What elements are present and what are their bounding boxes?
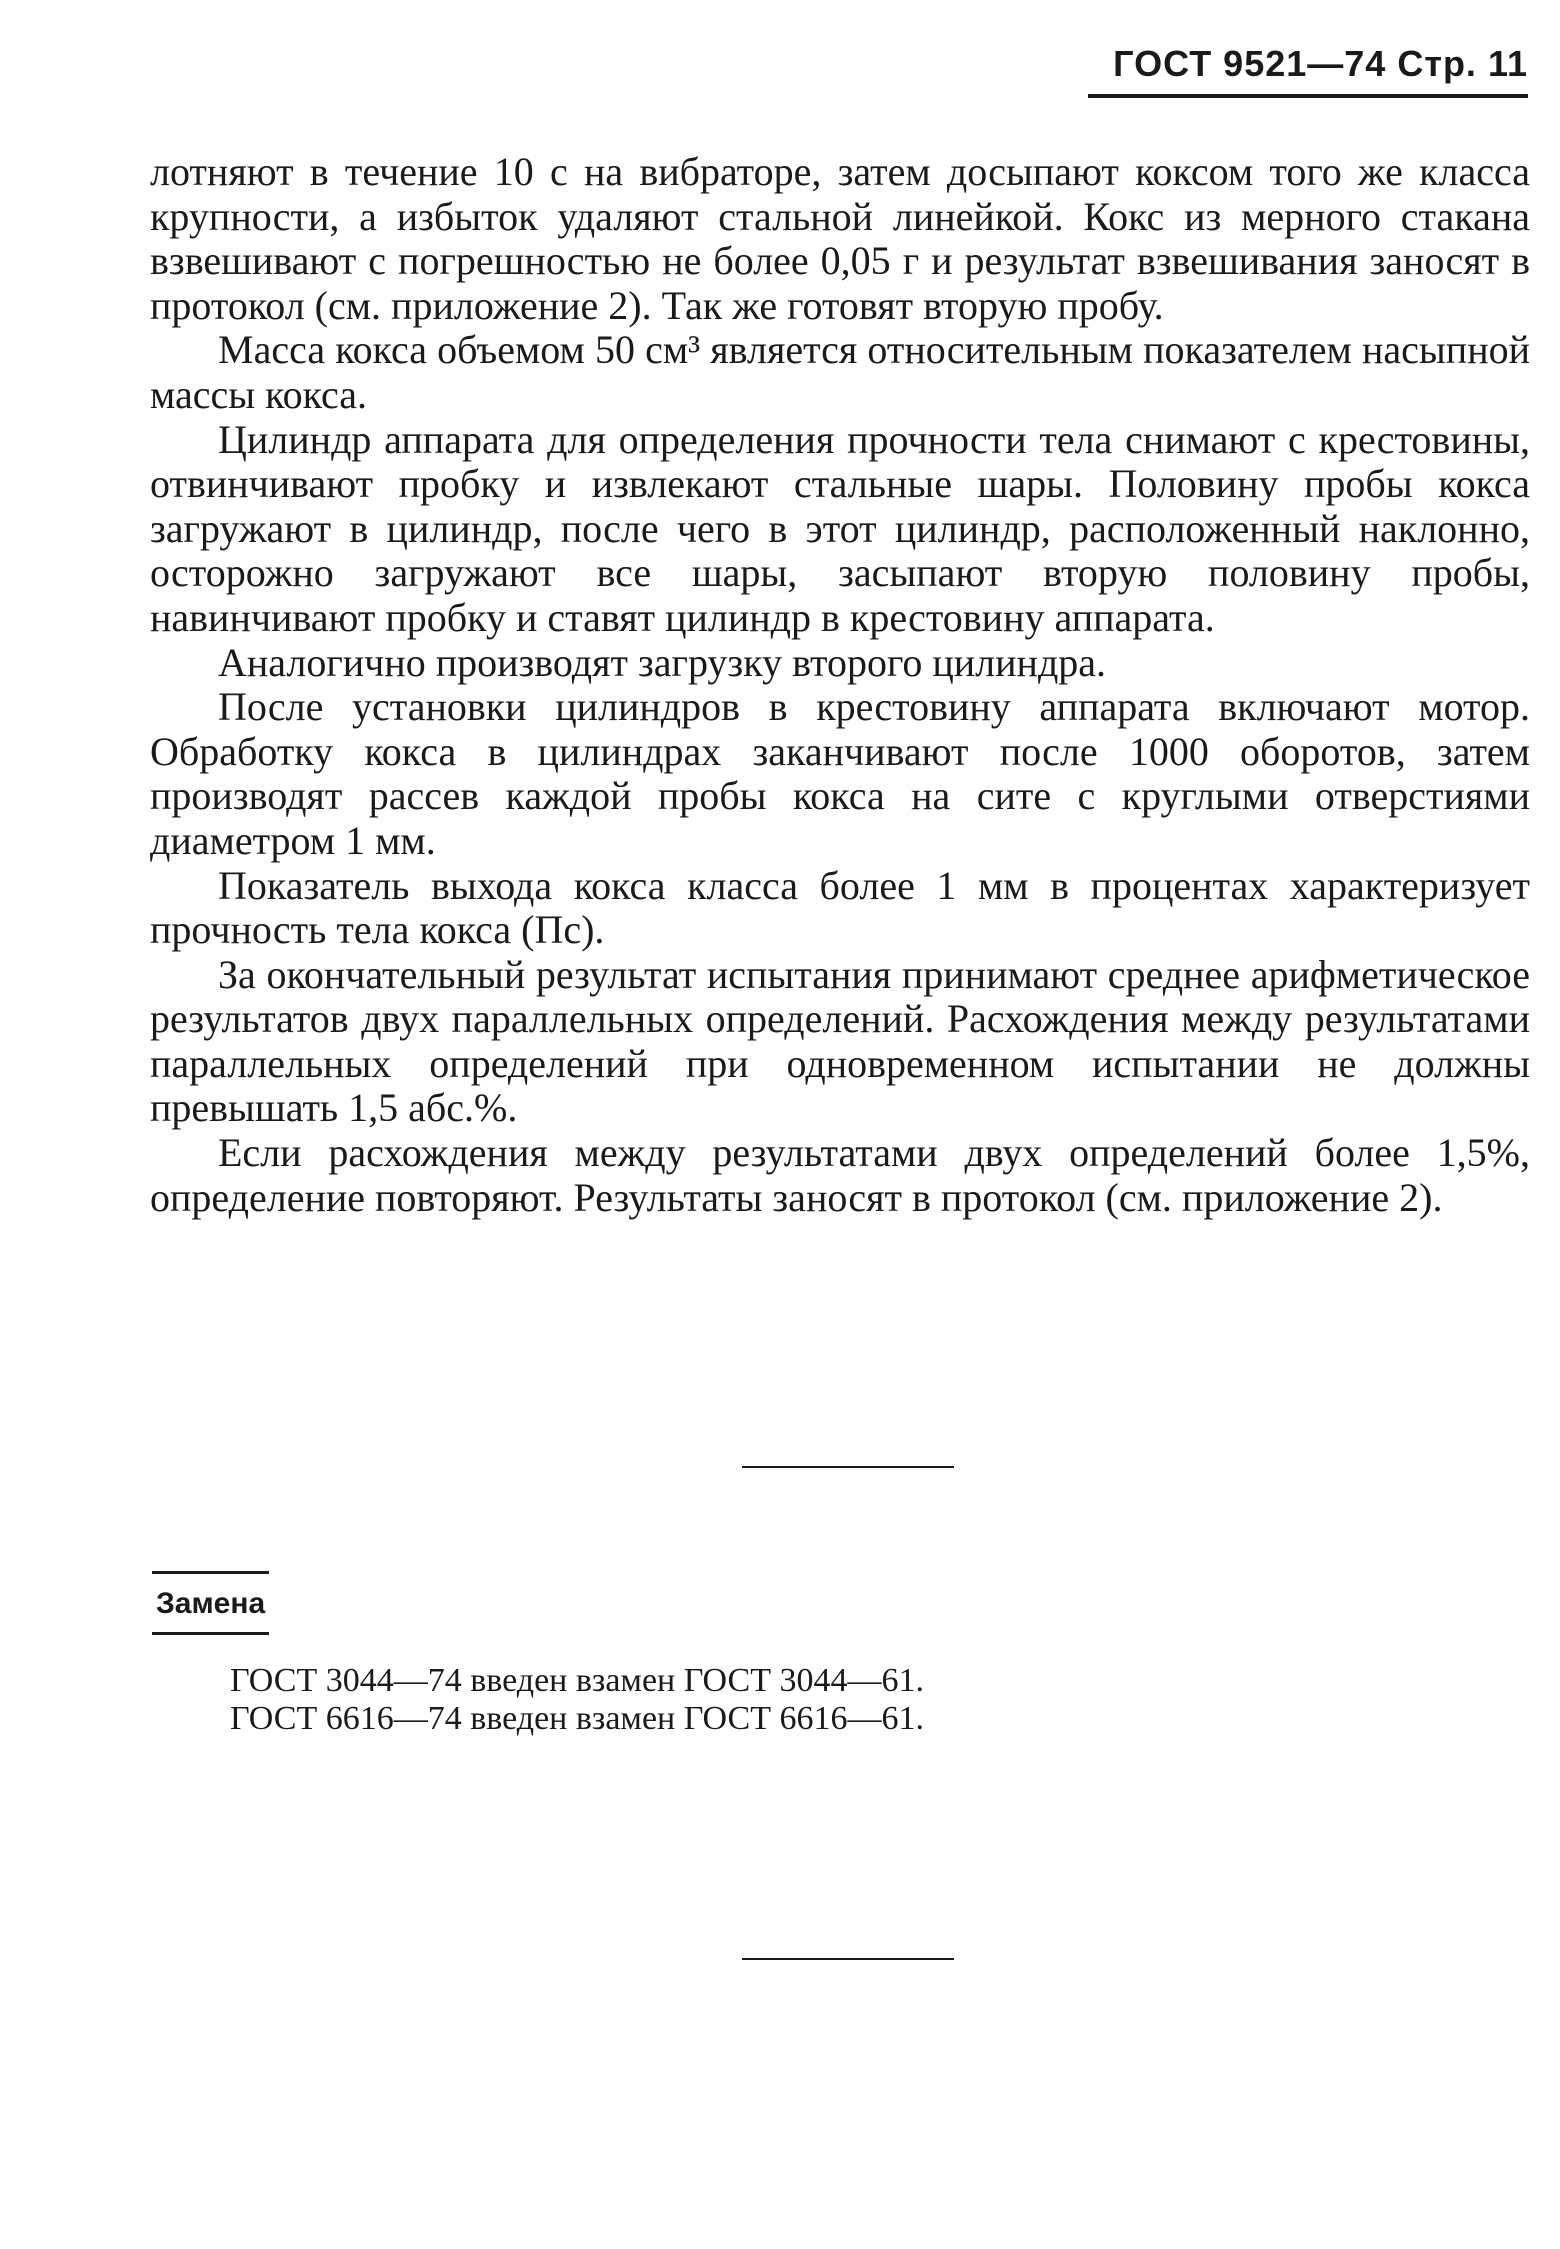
page-header <box>1088 38 1528 98</box>
paragraph-repeat-determination: Если расхождения между результатами двух определений более 1,5%, определение повторяют. Результаты заносят в протокол (см. приложение 2). <box>150 1130 1530 1220</box>
page-header-title: ГОСТ 9521—74 Стр. 11 <box>1113 43 1528 84</box>
replacement-list <box>230 1662 924 1738</box>
paragraph-continuation: лотняют в течение 10 с на вибраторе, затем досыпают коксом того же класса крупности, а избыток удаляют стальной линейкой. Кокс из мерного стакана взвешивают с погрешностью не более 0,05 г и результат взвешивания заносят в протокол (см. приложение 2). Так же готовят вторую пробу. <box>150 149 1530 328</box>
footer-divider <box>742 1958 954 1960</box>
replacement-line-gost-6616: ГОСТ 6616—74 введен взамен ГОСТ 6616—61. <box>230 1700 924 1737</box>
section-divider <box>742 1466 954 1468</box>
replacement-heading: Замена <box>152 1571 269 1635</box>
paragraph-motor-processing: После установки цилиндров в крестовину аппарата включают мотор. Обработку кокса в цилиндрах заканчивают после 1000 оборотов, затем производят рассев каждой пробы кокса на сите с круглыми отверстиями диаметром 1 мм. <box>150 684 1530 863</box>
paragraph-bulk-mass: Масса кокса объемом 50 см³ является относительным показателем насыпной массы кокса. <box>150 327 1530 417</box>
paragraph-strength-index: Показатель выхода кокса класса более 1 мм в процентах характеризует прочность тела кокса (Пс). <box>150 862 1530 953</box>
replacement-heading-block <box>152 1571 269 1635</box>
paragraph-final-result: За окончательный результат испытания принимают среднее арифметическое результатов двух параллельных определений. Расхождения между результатами параллельных определений при одновременном испытании не должны превышать 1,5 абс.%. <box>150 951 1530 1131</box>
paragraph-second-cylinder: Аналогично производят загрузку второго цилиндра. <box>218 639 1107 685</box>
paragraph-cylinder-loading: Цилиндр аппарата для определения прочности тела снимают с крестовины, отвинчивают пробку и извлекают стальные шары. Половину пробы кокса загружают в цилиндр, после чего в этот цилиндр, расположенный наклонно, осторожно загружают все шары, засыпают вторую половину пробы, навинчивают пробку и ставят цилиндр в крестовину аппарата. <box>150 416 1530 640</box>
replacement-line-gost-3044: ГОСТ 3044—74 введен взамен ГОСТ 3044—61. <box>230 1662 924 1699</box>
body-text <box>150 150 1530 1220</box>
